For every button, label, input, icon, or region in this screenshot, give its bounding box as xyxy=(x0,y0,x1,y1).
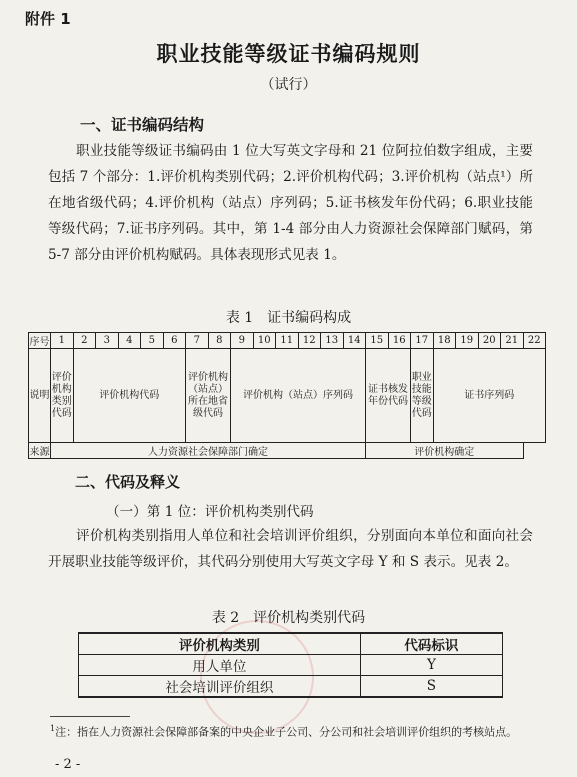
footnote-mark: 1 xyxy=(50,724,56,733)
cell-category: 社会培训评价组织 xyxy=(79,676,361,698)
table-header-row xyxy=(79,633,503,655)
table2-caption: 表 2 评价机构类别代码 xyxy=(211,610,366,626)
footnote-divider xyxy=(50,716,130,717)
position-cell: 5 xyxy=(141,333,164,349)
seq-label: 序号 xyxy=(29,333,51,349)
position-cell: 15 xyxy=(366,333,389,349)
table-row-description xyxy=(29,349,546,443)
header-code: 代码标识 xyxy=(360,633,502,655)
position-cell: 16 xyxy=(388,333,411,349)
position-cell: 7 xyxy=(186,333,209,349)
source-label: 来源 xyxy=(29,443,51,459)
position-cell: 18 xyxy=(433,333,456,349)
part-org-code: 评价机构代码 xyxy=(73,349,186,443)
position-cell: 9 xyxy=(231,333,254,349)
position-cell: 14 xyxy=(343,333,366,349)
category-code-table xyxy=(78,632,503,698)
section-heading-1: 一、证书编码结构 xyxy=(80,116,205,134)
encoding-structure-table xyxy=(28,332,546,459)
attachment-label: 附件 1 xyxy=(25,10,71,28)
paragraph-encoding-structure: 职业技能等级证书编码由 1 位大写英文字母和 21 位阿拉伯数字组成，主要包括 7 个部分：1.评价机构类别代码；2.评价机构代码；3.评价机构（站点¹）所在地省级代码；4.评价机构（站点）序列码；5.证书核发年份代码；6.职业技能等级代码；7.证书序列码。其中，第 1-4 部分由人力资源社会保障部门赋码，第 5-7 部分由评价机构赋码。具体表现形式见表 1。 xyxy=(48,143,533,263)
page-number: - 2 - xyxy=(55,757,81,772)
source-hr: 人力资源社会保障部门确定 xyxy=(51,443,366,459)
document-subtitle: （试行） xyxy=(260,77,317,93)
position-cell: 20 xyxy=(478,333,501,349)
table-row-sequence xyxy=(29,333,546,349)
cell-code: S xyxy=(360,676,502,698)
position-cell: 4 xyxy=(118,333,141,349)
position-cell: 2 xyxy=(73,333,96,349)
document-title: 职业技能等级证书编码规则 xyxy=(156,42,421,66)
table-row-source xyxy=(29,443,546,459)
source-org: 评价机构确定 xyxy=(366,443,524,459)
part-year-code: 证书核发年份代码 xyxy=(366,349,411,443)
position-cell: 1 xyxy=(51,333,74,349)
table1-caption: 表 1 证书编码构成 xyxy=(225,310,352,326)
cell-category: 用人单位 xyxy=(79,655,361,676)
table-row xyxy=(79,676,503,698)
position-cell: 6 xyxy=(163,333,186,349)
position-cell: 22 xyxy=(523,333,546,349)
position-cell: 13 xyxy=(321,333,344,349)
position-cell: 11 xyxy=(276,333,299,349)
section-heading-2: 二、代码及释义 xyxy=(75,473,181,491)
position-cell: 10 xyxy=(253,333,276,349)
footnote xyxy=(50,720,530,741)
position-cell: 12 xyxy=(298,333,321,349)
part-province-code: 评价机构（站点）所在地省级代码 xyxy=(186,349,231,443)
part-category-code: 评价机构类别代码 xyxy=(51,349,74,443)
cell-code: Y xyxy=(360,655,502,676)
part-level-code: 职业技能等级代码 xyxy=(411,349,434,443)
part-cert-serial: 证书序列码 xyxy=(433,349,546,443)
position-cell: 8 xyxy=(208,333,231,349)
desc-label: 说明 xyxy=(29,349,51,443)
position-cell: 19 xyxy=(456,333,479,349)
paragraph-category-code: 评价机构类别指用人单位和社会培训评价组织，分别面向本单位和面向社会开展职业技能等级评价，其代码分别使用大写英文字母 Y 和 S 表示。见表 2。 xyxy=(48,528,533,570)
position-cell: 3 xyxy=(96,333,119,349)
header-category: 评价机构类别 xyxy=(79,633,361,655)
table-row xyxy=(79,655,503,676)
subsection-heading-1: （一）第 1 位：评价机构类别代码 xyxy=(106,504,314,520)
footnote-text: 注：指在人力资源社会保障部备案的中央企业子公司、分公司和社会培训评价组织的考核站点。 xyxy=(55,725,518,739)
position-cell: 21 xyxy=(501,333,524,349)
part-site-serial: 评价机构（站点）序列码 xyxy=(231,349,366,443)
position-cell: 17 xyxy=(411,333,434,349)
